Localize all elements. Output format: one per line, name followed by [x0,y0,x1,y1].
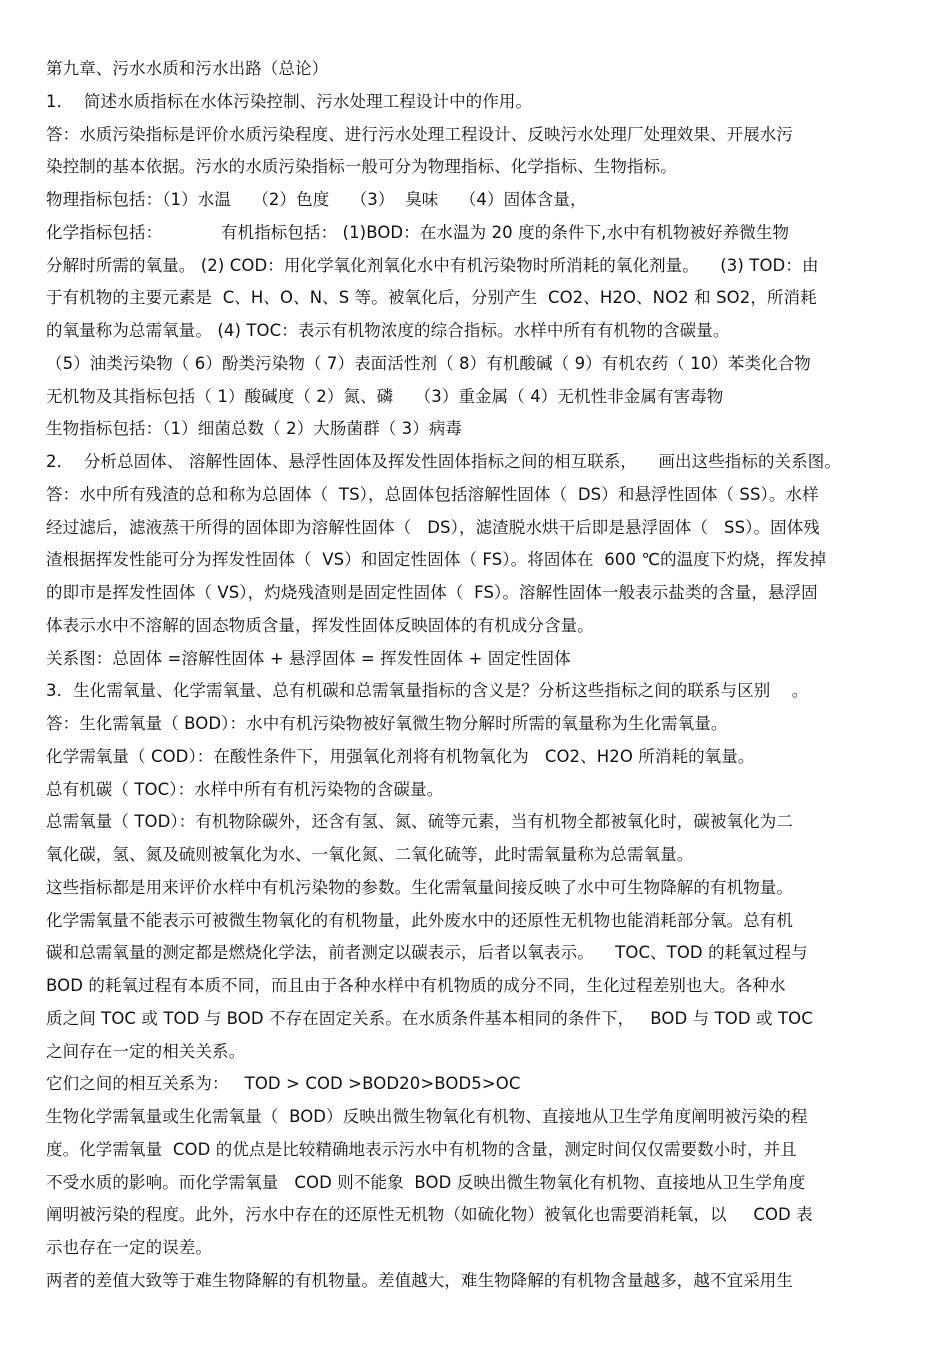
text-line: 第九章、污水水质和污水出路（总论） [46,59,329,78]
text-line: 于有机物的主要元素是 C、H、O、N、S 等。被氧化后，分别产生 CO2、H2O、NO2 和 SO2，所消耗 [46,288,817,307]
text-line: 不受水质的影响。而化学需氧量 COD 则不能象 BOD 反映出微生物氧化有机物、直接地从卫生学角度 [46,1173,806,1192]
text-line: 物理指标包括：（1）水温 （2）色度 （3） 臭味 （4）固体含量， [46,190,587,209]
text-line: 的氧量称为总需氧量。 (4) TOC：表示有机物浓度的综合指标。水样中所有有机物的含碳量。 [46,321,730,340]
text-line: 分解时所需的氧量。 (2) COD：用化学氧化剂氧化水中有机污染物时所消耗的氧化剂量。 (3) TOD：由 [46,256,819,275]
text-line: （5）油类污染物（ 6）酚类污染物（ 7）表面活性剂（ 8）有机酸碱（ 9）有机农药（ 10）苯类化合物 [46,354,811,373]
text-line: 化学需氧量（ COD）：在酸性条件下，用强氧化剂将有机物氧化为 CO2、H2O 所消耗的氧量。 [46,747,755,766]
text-line: 1． 简述水质指标在水体污染控制、污水处理工程设计中的作用。 [46,92,533,111]
text-line: 答：水质污染指标是评价水质污染程度、进行污水处理工程设计、反映污水处理厂处理效果、开展水污 [46,125,793,144]
text-line: 碳和总需氧量的测定都是燃烧化学法，前者测定以碳表示，后者以氧表示。 TOC、TOD 的耗氧过程与 [46,943,808,962]
text-line: 两者的差值大致等于难生物降解的有机物量。差值越大，难生物降解的有机物含量越多，越不宜采用生 [46,1271,793,1290]
text-line: 氧化碳，氢、氮及硫则被氧化为水、一氧化氮、二氧化硫等，此时需氧量称为总需氧量。 [46,845,694,864]
text-line: 2． 分析总固体、 溶解性固体、悬浮性固体及挥发性固体指标之间的相互联系， 画出这些指标的关系图。 [46,452,842,471]
text-line: 的即市是挥发性固体（ VS），灼烧残渣则是固定性固体（ FS）。溶解性固体一般表示盐类的含量，悬浮固 [46,583,818,602]
text-line: 质之间 TOC 或 TOD 与 BOD 不存在固定关系。在水质条件基本相同的条件下， BOD 与 TOD 或 TOC [46,1009,813,1028]
text-line: 它们之间的相互关系为： TOD > COD >BOD20>BOD5>OC [46,1074,521,1093]
text-line: 阐明被污染的程度。此外，污水中存在的还原性无机物（如硫化物）被氧化也需要消耗氧，以 COD 表 [46,1205,813,1224]
text-line: 染控制的基本依据。污水的水质污染指标一般可分为物理指标、化学指标、生物指标。 [46,157,677,176]
text-line: 生物指标包括：（1）细菌总数（ 2）大肠菌群（ 3）病毒 [46,419,463,438]
text-line: 化学需氧量不能表示可被微生物氧化的有机物量，此外废水中的还原性无机物也能消耗部分氧。总有机 [46,911,793,930]
text-line: 总有机碳（ TOC）：水样中所有有机污染物的含碳量。 [46,780,444,799]
text-line: 这些指标都是用来评价水样中有机污染物的参数。生化需氧量间接反映了水中可生物降解的有机物量。 [46,878,793,897]
text-line: 总需氧量（ TOD）：有机物除碳外，还含有氢、氮、硫等元素，当有机物全都被氧化时，碳被氧化为二 [46,812,793,831]
text-line: 生物化学需氧量或生化需氧量（ BOD）反映出微生物氧化有机物、直接地从卫生学角度阐明被污染的程 [46,1107,808,1126]
text-line: 示也存在一定的误差。 [46,1238,212,1257]
text-line: 度。化学需氧量 COD 的优点是比较精确地表示污水中有机物的含量，测定时间仅仅需要数小时，并且 [46,1140,797,1159]
text-line: 渣根据挥发性能可分为挥发性固体（ VS）和固定性固体（ FS）。将固体在 600 ℃的温度下灼烧，挥发掉 [46,550,827,569]
text-line: 关系图：总固体 =溶解性固体 + 悬浮固体 = 挥发性固体 + 固定性固体 [46,649,571,668]
text-line: 体表示水中不溶解的固态物质含量，挥发性固体反映固体的有机成分含量。 [46,616,594,635]
text-line: 化学指标包括： 有机指标包括： (1)BOD：在水温为 20 度的条件下,水中有机物被好养微生物 [46,223,790,242]
text-line: 答：生化需氧量（ BOD）：水中有机污染物被好氧微生物分解时所需的氧量称为生化需氧量。 [46,714,728,733]
text-line: 无机物及其指标包括（ 1）酸碱度（ 2）氮、磷 （3）重金属（ 4）无机性非金属有害毒物 [46,387,724,406]
text-line: 答：水中所有残渣的总和称为总固体（ TS），总固体包括溶解性固体（ DS）和悬浮性固体（ SS）。水样 [46,485,819,504]
text-line: BOD 的耗氧过程有本质不同，而且由于各种水样中有机物质的成分不同，生化过程差别也大。各种水 [46,976,786,995]
text-line: 3．生化需氧量、化学需氧量、总有机碳和总需氧量指标的含义是？分析这些指标之间的联系与区别 。 [46,681,809,700]
text-line: 之间存在一定的相关关系。 [46,1042,246,1061]
text-line: 经过滤后，滤液蒸干所得的固体即为溶解性固体（ DS），滤渣脱水烘干后即是悬浮固体（ SS）。固体残 [46,518,820,537]
